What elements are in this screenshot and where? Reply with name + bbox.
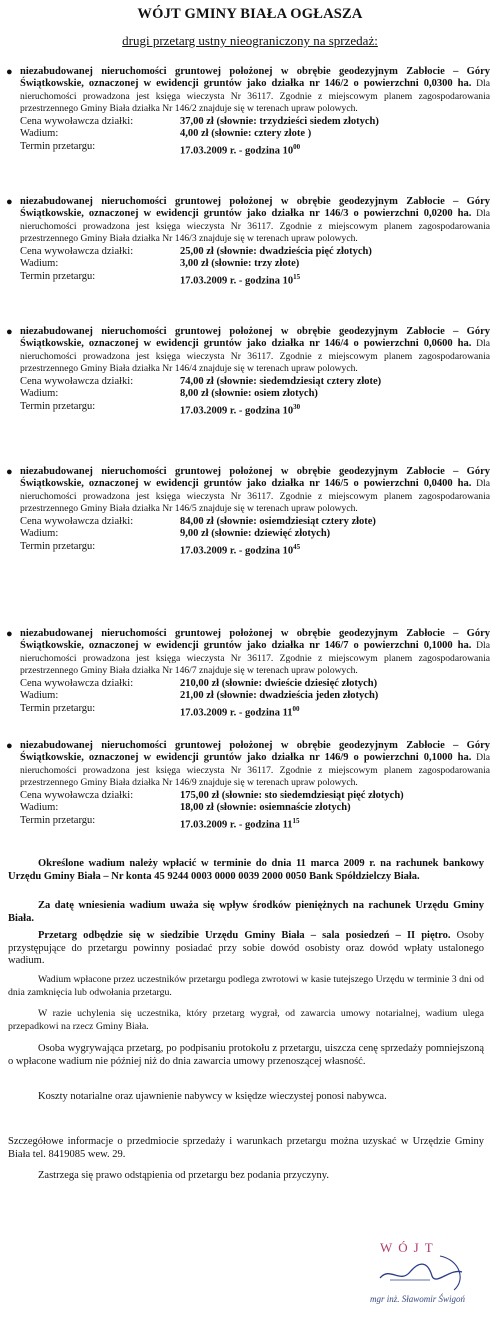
date-text: 17.03.2009 r. - godzina 11 xyxy=(180,707,293,719)
deposit-label: Wadium: xyxy=(20,802,59,814)
contact-info-paragraph: Szczegółowe informacje o przedmiocie sprzedaży i warunkach przetargu można uzyskać w Urzędzie Gminy Biała tel. 8419085 wew. 29. xyxy=(8,1136,484,1160)
date-row xyxy=(20,141,490,158)
date-row xyxy=(20,271,490,288)
deposit-row xyxy=(20,528,490,541)
price-value: 210,00 zł (słownie: dwieście dziesięć złotych) xyxy=(180,677,378,689)
lot-description xyxy=(20,628,490,678)
deposit-row xyxy=(20,128,490,141)
price-label: Cena wywoławcza działki: xyxy=(20,375,134,387)
date-text: 17.03.2009 r. - godzina 10 xyxy=(180,145,294,157)
payment-terms-paragraph: Osoba wygrywająca przetarg, po podpisaniu protokołu z przetargu, uiszcza cenę sprzedaży pomniejszoną o wpłacone wadium nie później niż do dnia zawarcia umowy przenoszącej własność. xyxy=(8,1043,484,1067)
deposit-refund-paragraph: Wadium wpłacone przez uczestników przetargu podlega zwrotowi w kasie tutejszego Urzędu w terminie 3 dni od dnia zamknięcia lub odwołania przetargu. xyxy=(8,974,484,998)
lot-bold-text: niezabudowanej nieruchomości gruntowej położonej w obrębie geodezyjnym Zabłocie – Góry Świątkowskie, oznaczonej w ewidencji gruntów jako działka nr 146/7 o powierzchni 0,1000 ha. xyxy=(20,628,490,652)
price-row xyxy=(20,790,490,803)
date-row xyxy=(20,815,490,832)
deposit-value: 21,00 zł (słownie: dwadzieścia jeden złotych) xyxy=(180,690,379,702)
price-label: Cena wywoławcza działki: xyxy=(20,677,134,689)
price-label: Cena wywoławcza działki: xyxy=(20,515,134,527)
lot-text: Dla nieruchomości prowadzona jest księga wieczysta Nr 36117. Zgodnie z miejscowym planem zagospodarowania przestrzennego Gminy Biała działka Nr 146/2 znajduje się w terenach upraw polowych. xyxy=(20,78,490,115)
bullet-icon: ● xyxy=(6,326,13,338)
date-label: Termin przetargu: xyxy=(20,702,96,714)
lot-text: Dla nieruchomości prowadzona jest księga wieczysta Nr 36117. Zgodnie z miejscowym planem zagospodarowania przestrzennego Gminy Biała działka Nr 146/4 znajduje się w terenach upraw polowych. xyxy=(20,338,490,375)
deposit-value: 3,00 zł (słownie: trzy złote) xyxy=(180,258,300,270)
date-row xyxy=(20,703,490,720)
price-value: 84,00 zł (słownie: osiemdziesiąt cztery złote) xyxy=(180,515,376,527)
deposit-label: Wadium: xyxy=(20,528,59,540)
deposit-value: 9,00 zł (słownie: dziewięć złotych) xyxy=(180,528,331,540)
date-label: Termin przetargu: xyxy=(20,140,96,152)
price-row xyxy=(20,376,490,389)
date-label: Termin przetargu: xyxy=(20,540,96,552)
lot-description xyxy=(20,196,490,246)
deposit-label: Wadium: xyxy=(20,690,59,702)
bullet-icon: ● xyxy=(6,66,13,78)
price-value: 175,00 zł (słownie: sto siedemdziesiąt pięć złotych) xyxy=(180,789,404,801)
handwritten-signature-icon xyxy=(370,1250,480,1294)
price-label: Cena wywoławcza działki: xyxy=(20,115,134,127)
lot-text: Dla nieruchomości prowadzona jest księga wieczysta Nr 36117. Zgodnie z miejscowym planem zagospodarowania przestrzennego Gminy Biała działka Nr 146/5 znajduje się w terenach upraw polowych. xyxy=(20,478,490,515)
lot-item xyxy=(6,628,490,720)
date-text: 17.03.2009 r. - godzina 11 xyxy=(180,819,293,831)
notary-costs-paragraph: Koszty notarialne oraz ujawnienie nabywcy w księdze wieczystej ponosi nabywca. xyxy=(38,1091,387,1102)
signatory-name: mgr inż. Sławomir Świgoń xyxy=(370,1294,466,1304)
deposit-value: 18,00 zł (słownie: osiemnaście złotych) xyxy=(180,802,351,814)
lot-item xyxy=(6,196,490,288)
lot-bold-text: niezabudowanej nieruchomości gruntowej położonej w obrębie geodezyjnym Zabłocie – Góry Świątkowskie, oznaczonej w ewidencji gruntów jako działka nr 146/2 o powierzchni 0,0300 ha. xyxy=(20,66,490,90)
date-value xyxy=(180,703,300,720)
date-row xyxy=(20,401,490,418)
lot-bold-text: niezabudowanej nieruchomości gruntowej położonej w obrębie geodezyjnym Zabłocie – Góry Świątkowskie, oznaczonej w ewidencji gruntów jako działka nr 146/9 o powierzchni 0,1000 ha. xyxy=(20,740,490,764)
lot-text: Dla nieruchomości prowadzona jest księga wieczysta Nr 36117. Zgodnie z miejscowym planem zagospodarowania przestrzennego Gminy Biała działka Nr 146/3 znajduje się w terenach upraw polowych. xyxy=(20,208,490,245)
date-text: 17.03.2009 r. - godzina 10 xyxy=(180,545,294,557)
date-hour-superscript: 15 xyxy=(293,272,301,281)
date-hour-superscript: 30 xyxy=(293,402,301,411)
reservation-paragraph: Zastrzega się prawo odstąpienia od przetargu bez podania przyczyny. xyxy=(38,1170,329,1181)
price-row xyxy=(20,246,490,259)
lot-text: Dla nieruchomości prowadzona jest księga wieczysta Nr 36117. Zgodnie z miejscowym planem zagospodarowania przestrzennego Gminy Biała działka Nr 146/9 znajduje się w terenach upraw polowych. xyxy=(20,752,490,789)
deposit-forfeit-paragraph: W razie uchylenia się uczestnika, który przetarg wygrał, od zawarcia umowy notarialnej, wadium ulega przepadkowi na rzecz Gminy Biała. xyxy=(8,1008,484,1032)
bullet-icon: ● xyxy=(6,740,13,752)
date-value xyxy=(180,401,300,418)
price-value: 25,00 zł (słownie: dwadzieścia pięć złotych) xyxy=(180,245,372,257)
lot-description xyxy=(20,466,490,516)
deposit-row xyxy=(20,388,490,401)
price-row xyxy=(20,116,490,129)
deposit-payment-paragraph: Określone wadium należy wpłacić w terminie do dnia 11 marca 2009 r. na rachunek bankowy Urzędu Gminy Biała – Nr konta 45 9244 0003 0000 0039 2000 0050 Bank Spółdzielczy Biała. xyxy=(8,858,484,882)
signature-block xyxy=(370,1240,490,1320)
date-text: 17.03.2009 r. - godzina 10 xyxy=(180,405,294,417)
date-value xyxy=(180,141,300,158)
price-label: Cena wywoławcza działki: xyxy=(20,245,134,257)
price-value: 37,00 zł (słownie: trzydzieści siedem złotych) xyxy=(180,115,379,127)
bullet-icon: ● xyxy=(6,196,13,208)
deposit-row xyxy=(20,690,490,703)
deposit-date-paragraph: Za datę wniesienia wadium uważa się wpływ środków pieniężnych na rachunek Urzędu Gminy Biała. xyxy=(8,900,484,924)
deposit-label: Wadium: xyxy=(20,388,59,400)
date-value xyxy=(180,271,300,288)
bullet-icon: ● xyxy=(6,466,13,478)
lot-description xyxy=(20,66,490,116)
date-value xyxy=(180,541,300,558)
bullet-icon: ● xyxy=(6,628,13,640)
date-row xyxy=(20,541,490,558)
lot-item xyxy=(6,740,490,832)
page-title: WÓJT GMINY BIAŁA OGŁASZA xyxy=(137,6,363,22)
date-label: Termin przetargu: xyxy=(20,270,96,282)
lot-bold-text: niezabudowanej nieruchomości gruntowej położonej w obrębie geodezyjnym Zabłocie – Góry Świątkowskie, oznaczonej w ewidencji gruntów jako działka nr 146/3 o powierzchni 0,0200 ha. xyxy=(20,196,490,220)
date-label: Termin przetargu: xyxy=(20,814,96,826)
price-label: Cena wywoławcza działki: xyxy=(20,789,134,801)
deposit-value: 4,00 zł (słownie: cztery złote ) xyxy=(180,128,312,140)
lot-item xyxy=(6,466,490,558)
date-hour-superscript: 00 xyxy=(293,142,301,151)
deposit-label: Wadium: xyxy=(20,128,59,140)
lot-description xyxy=(20,740,490,790)
price-value: 74,00 zł (słownie: siedemdziesiąt cztery złote) xyxy=(180,375,382,387)
date-hour-superscript: 00 xyxy=(292,704,300,713)
date-text: 17.03.2009 r. - godzina 10 xyxy=(180,275,294,287)
lot-bold-text: niezabudowanej nieruchomości gruntowej położonej w obrębie geodezyjnym Zabłocie – Góry Świątkowskie, oznaczonej w ewidencji gruntów jako działka nr 146/5 o powierzchni 0,0400 ha. xyxy=(20,466,490,490)
lot-item xyxy=(6,66,490,158)
date-value xyxy=(180,815,300,832)
lot-item xyxy=(6,326,490,418)
page-subtitle: drugi przetarg ustny nieograniczony na sprzedaż: xyxy=(122,33,378,48)
lot-bold-text: niezabudowanej nieruchomości gruntowej położonej w obrębie geodezyjnym Zabłocie – Góry Świątkowskie, oznaczonej w ewidencji gruntów jako działka nr 146/4 o powierzchni 0,0600 ha. xyxy=(20,326,490,350)
date-hour-superscript: 45 xyxy=(293,542,301,551)
signature-stamp-title: WÓJT xyxy=(380,1240,439,1255)
lot-text: Dla nieruchomości prowadzona jest księga wieczysta Nr 36117. Zgodnie z miejscowym planem zagospodarowania przestrzennego Gminy Biała działka Nr 146/7 znajduje się w terenach upraw polowych. xyxy=(20,640,490,677)
deposit-row xyxy=(20,258,490,271)
date-label: Termin przetargu: xyxy=(20,400,96,412)
price-row xyxy=(20,678,490,691)
deposit-label: Wadium: xyxy=(20,258,59,270)
deposit-value: 8,00 zł (słownie: osiem złotych) xyxy=(180,388,318,400)
price-row xyxy=(20,516,490,529)
lot-description xyxy=(20,326,490,376)
auction-location-paragraph: Przetarg odbędzie się w siedzibie Urzędu Gminy Biała – sala posiedzeń – II piętro. Osoby przystępujące do przetargu powinny posiadać przy sobie dowód osobisty oraz dowód wpłaty ustalonego wadium. xyxy=(8,930,485,967)
date-hour-superscript: 15 xyxy=(292,816,300,825)
deposit-row xyxy=(20,802,490,815)
